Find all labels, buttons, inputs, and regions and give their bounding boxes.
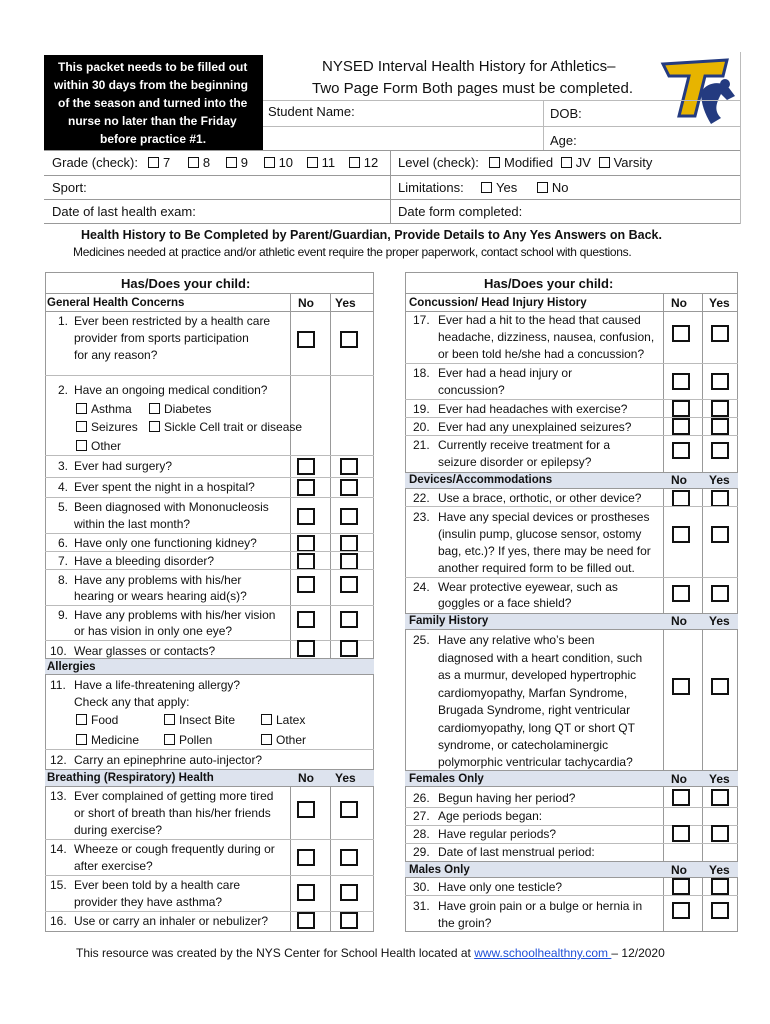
q24-no-checkbox[interactable] — [672, 585, 690, 602]
question-text: Wear glasses or contacts? — [74, 644, 216, 658]
yes-header: Yes — [709, 296, 730, 310]
q10-yes-checkbox[interactable] — [340, 640, 358, 657]
question-text: Have a life-threatening allergy? — [74, 678, 241, 692]
allergy-option: Pollen — [164, 733, 212, 748]
q22-yes-checkbox[interactable] — [711, 490, 729, 507]
question-text: goggles or a face shield? — [438, 596, 572, 610]
q6-yes-checkbox[interactable] — [340, 535, 358, 552]
q31-no-checkbox[interactable] — [672, 902, 690, 919]
question-text: Have regular periods? — [438, 827, 557, 841]
question-text: cardiomyopathy, long QT or short QT — [438, 721, 635, 735]
question-text: Currently receive treatment for a — [438, 438, 611, 452]
q-number: 9. — [58, 608, 69, 622]
q1-yes-checkbox[interactable] — [340, 331, 358, 348]
yes-header: Yes — [335, 771, 356, 785]
question-text: Ever complained of getting more tired — [74, 789, 274, 803]
option-checkbox[interactable] — [261, 734, 272, 745]
q-number: 17. — [413, 313, 430, 327]
q-number: 20. — [413, 420, 430, 434]
footer-link[interactable]: www.schoolhealthny.com — [474, 946, 612, 960]
option-checkbox[interactable] — [164, 714, 175, 725]
grade-checkbox[interactable] — [307, 157, 318, 168]
q9-no-checkbox[interactable] — [297, 611, 315, 628]
limitations-options: Yes No — [481, 180, 568, 195]
school-logo — [651, 54, 741, 132]
q28-no-checkbox[interactable] — [672, 825, 690, 842]
q-number: 29. — [413, 845, 430, 859]
devices-title: Devices/Accommodations — [409, 474, 553, 486]
question-text: Ever had a head injury or — [438, 366, 573, 380]
right-col-header: Has/Does your child: — [484, 276, 614, 291]
option-checkbox[interactable] — [76, 734, 87, 745]
question-text: Brugada Syndrome, right ventricular — [438, 703, 631, 717]
question-text: or been told he/she had a concussion? — [438, 347, 645, 361]
males-title: Males Only — [409, 864, 470, 876]
q20-yes-checkbox[interactable] — [711, 418, 729, 435]
yes-header: Yes — [709, 473, 730, 487]
no-header: No — [298, 296, 314, 310]
grade-options: 7 8 9 10 11 12 — [148, 155, 378, 170]
question-text: Date of last menstrual period: — [438, 845, 595, 859]
q2-option: Diabetes — [149, 402, 211, 417]
last-exam-label: Date of last health exam: — [52, 204, 196, 219]
q-number: 22. — [413, 491, 430, 505]
question-text: Begun having her period? — [438, 791, 576, 805]
question-text: concussion? — [438, 383, 505, 397]
form-subtitle: Two Page Form Both pages must be completed. — [312, 80, 633, 97]
no-header: No — [671, 863, 687, 877]
question-text: Ever had any unexplained seizures? — [438, 420, 632, 434]
question-text: provider from sports participation — [74, 331, 249, 345]
question-text: Have a bleeding disorder? — [74, 554, 215, 568]
question-text: Wheeze or cough frequently during or — [74, 842, 275, 856]
q-number: 28. — [413, 827, 430, 841]
student-name-label: Student Name: — [268, 104, 355, 119]
q14-yes-checkbox[interactable] — [340, 849, 358, 866]
question-text: Been diagnosed with Mononucleosis — [74, 500, 269, 514]
question-text: hearing or wears hearing aid(s)? — [74, 589, 247, 603]
question-text: provider they have asthma? — [74, 895, 223, 909]
q15-yes-checkbox[interactable] — [340, 884, 358, 901]
limitations-no-checkbox[interactable] — [537, 182, 548, 193]
question-text: Have any problems with his/her vision — [74, 608, 276, 622]
question-text: Have any problems with his/her — [74, 573, 242, 587]
grade-checkbox[interactable] — [148, 157, 159, 168]
question-text: Use or carry an inhaler or nebulizer? — [74, 914, 269, 928]
q-number: 24. — [413, 580, 430, 594]
q-number: 18. — [413, 366, 430, 380]
notice-line: nurse no later than the Friday — [68, 114, 237, 128]
question-text: Have only one functioning kidney? — [74, 536, 257, 550]
q-number: 3. — [58, 459, 69, 473]
question-text: polymorphic ventricular tachycardia? — [438, 755, 633, 769]
allergies-title: Allergies — [47, 661, 96, 673]
q-number: 8. — [58, 573, 69, 587]
question-text: Have an ongoing medical condition? — [74, 383, 268, 397]
q23-no-checkbox[interactable] — [672, 526, 690, 543]
question-text: another required form to be filled out. — [438, 561, 635, 575]
question-text: for any reason? — [74, 348, 158, 362]
option-checkbox[interactable] — [76, 714, 87, 725]
q-number: 19. — [413, 402, 430, 416]
q30-no-checkbox[interactable] — [672, 878, 690, 895]
q6-no-checkbox[interactable] — [297, 535, 315, 552]
question-text: after exercise? — [74, 859, 153, 873]
option-checkbox[interactable] — [149, 403, 160, 414]
question-text: within the last month? — [74, 517, 191, 531]
question-text: Wear protective eyewear, such as — [438, 580, 618, 594]
q23-yes-checkbox[interactable] — [711, 526, 729, 543]
question-text: Ever been told by a health care — [74, 878, 241, 892]
no-header: No — [671, 296, 687, 310]
q-number: 10. — [50, 644, 67, 658]
q7-no-checkbox[interactable] — [297, 553, 315, 570]
question-text: or short of breath than his/her friends — [74, 806, 271, 820]
allergy-option: Other — [261, 733, 306, 748]
question-text: Have any special devices or prostheses — [438, 510, 650, 524]
instructions-line2: Medicines needed at practice and/or athletic event require the proper paperwork, contact school with questions. — [73, 245, 632, 259]
limitations-yes-checkbox[interactable] — [481, 182, 492, 193]
q2-option: Seizures — [76, 420, 138, 435]
question-text: syndrome, or catecholaminergic — [438, 738, 609, 752]
q-number: 13. — [50, 789, 67, 803]
yes-header: Yes — [709, 863, 730, 877]
yes-header: Yes — [709, 614, 730, 628]
q19-no-checkbox[interactable] — [672, 400, 690, 417]
question-text: Have any relative who’s been — [438, 633, 595, 647]
q3-no-checkbox[interactable] — [297, 458, 315, 475]
q31-yes-checkbox[interactable] — [711, 902, 729, 919]
q10-no-checkbox[interactable] — [297, 640, 315, 657]
q9-yes-checkbox[interactable] — [340, 611, 358, 628]
age-label: Age: — [550, 133, 577, 148]
q-number: 23. — [413, 510, 430, 524]
question-text: seizure disorder or epilepsy? — [438, 455, 592, 469]
notice-line: of the season and turned into the — [58, 96, 248, 110]
dob-label: DOB: — [550, 106, 582, 121]
sport-label: Sport: — [52, 180, 87, 195]
q-number: 11. — [50, 678, 66, 692]
question-text: during exercise? — [74, 823, 163, 837]
allergy-option: Food — [76, 713, 118, 728]
question-text: (insulin pump, glucose sensor, ostomy — [438, 527, 642, 541]
question-text: Ever had a hit to the head that caused — [438, 313, 641, 327]
general-title: General Health Concerns — [47, 297, 185, 309]
allergy-option: Insect Bite — [164, 713, 235, 728]
q26-yes-checkbox[interactable] — [711, 789, 729, 806]
question-text: Use a brace, orthotic, or other device? — [438, 491, 642, 505]
q16-no-checkbox[interactable] — [297, 912, 315, 929]
option-checkbox[interactable] — [76, 403, 87, 414]
q25-yes-checkbox[interactable] — [711, 678, 729, 695]
q20-no-checkbox[interactable] — [672, 418, 690, 435]
level-options: Modified JV Varsity — [489, 155, 652, 170]
q24-yes-checkbox[interactable] — [711, 585, 729, 602]
q-number: 5. — [58, 500, 69, 514]
q13-yes-checkbox[interactable] — [340, 801, 358, 818]
no-header: No — [671, 614, 687, 628]
q17-yes-checkbox[interactable] — [711, 325, 729, 342]
grade-checkbox[interactable] — [226, 157, 237, 168]
question-text: Ever had headaches with exercise? — [438, 402, 628, 416]
q16-yes-checkbox[interactable] — [340, 912, 358, 929]
level-label: Level (check): — [398, 155, 479, 170]
q17-no-checkbox[interactable] — [672, 325, 690, 342]
q7-yes-checkbox[interactable] — [340, 553, 358, 570]
q2-option: Other — [76, 439, 121, 454]
notice-line: This packet needs to be filled out — [58, 60, 248, 74]
q-number: 7. — [58, 554, 69, 568]
q3-yes-checkbox[interactable] — [340, 458, 358, 475]
q4-no-checkbox[interactable] — [297, 479, 315, 496]
option-checkbox[interactable] — [149, 421, 160, 432]
q8-yes-checkbox[interactable] — [340, 576, 358, 593]
q-number: 4. — [58, 480, 69, 494]
question-text: Check any that apply: — [74, 695, 190, 709]
q18-no-checkbox[interactable] — [672, 373, 690, 390]
left-col-header: Has/Does your child: — [121, 276, 251, 291]
q14-no-checkbox[interactable] — [297, 849, 315, 866]
q-number: 21. — [413, 438, 430, 452]
grade-label: Grade (check): — [52, 155, 138, 170]
question-text: diagnosed with a heart condition, such — [438, 651, 643, 665]
question-text: Have groin pain or a bulge or hernia in — [438, 899, 643, 913]
level-checkbox[interactable] — [561, 157, 572, 168]
grade-checkbox[interactable] — [188, 157, 199, 168]
q22-no-checkbox[interactable] — [672, 490, 690, 507]
q5-yes-checkbox[interactable] — [340, 508, 358, 525]
question-text: Age periods began: — [438, 809, 543, 823]
q13-no-checkbox[interactable] — [297, 801, 315, 818]
q-number: 26. — [413, 791, 430, 805]
allergy-option: Medicine — [76, 733, 139, 748]
q-number: 27. — [413, 809, 430, 823]
question-text: Carry an epinephrine auto-injector? — [74, 753, 263, 767]
question-text: Ever spent the night in a hospital? — [74, 480, 255, 494]
no-header: No — [298, 771, 314, 785]
q-number: 31. — [413, 899, 430, 913]
q18-yes-checkbox[interactable] — [711, 373, 729, 390]
q2-option: Sickle Cell trait or disease — [149, 420, 302, 435]
option-checkbox[interactable] — [261, 714, 272, 725]
no-header: No — [671, 473, 687, 487]
q-number: 1. — [58, 314, 69, 328]
question-text: as a murmur, developed hypertrophic — [438, 668, 637, 682]
option-checkbox[interactable] — [76, 440, 87, 451]
question-text: or has vision in only one eye? — [74, 624, 233, 638]
no-header: No — [671, 772, 687, 786]
q-number: 2. — [58, 383, 69, 397]
grade-checkbox[interactable] — [264, 157, 275, 168]
date-completed-label: Date form completed: — [398, 204, 523, 219]
females-title: Females Only — [409, 773, 484, 785]
question-text: cardiomyopathy, Marfan Syndrome, — [438, 686, 628, 700]
q21-no-checkbox[interactable] — [672, 442, 690, 459]
instructions-line1: Health History to Be Completed by Parent/Guardian, Provide Details to Any Yes Answers on Back. — [81, 228, 662, 242]
level-checkbox[interactable] — [599, 157, 610, 168]
q-number: 15. — [50, 878, 67, 892]
q26-no-checkbox[interactable] — [672, 789, 690, 806]
notice-box — [44, 55, 263, 150]
concussion-title: Concussion/ Head Injury History — [409, 297, 587, 309]
q-number: 14. — [50, 842, 67, 856]
question-text: Have only one testicle? — [438, 880, 563, 894]
question-text: bag, etc.)? If yes, there may be need for — [438, 544, 651, 558]
q-number: 25. — [413, 633, 430, 647]
q8-no-checkbox[interactable] — [297, 576, 315, 593]
allergy-option: Latex — [261, 713, 305, 728]
notice-line: within 30 days from the beginning — [54, 78, 249, 92]
breathing-title: Breathing (Respiratory) Health — [47, 772, 214, 784]
q21-yes-checkbox[interactable] — [711, 442, 729, 459]
q5-no-checkbox[interactable] — [297, 508, 315, 525]
q30-yes-checkbox[interactable] — [711, 878, 729, 895]
question-text: Ever had surgery? — [74, 459, 173, 473]
q25-no-checkbox[interactable] — [672, 678, 690, 695]
q19-yes-checkbox[interactable] — [711, 400, 729, 417]
q-number: 6. — [58, 536, 69, 550]
question-text: Ever been restricted by a health care — [74, 314, 271, 328]
family-title: Family History — [409, 615, 489, 627]
q4-yes-checkbox[interactable] — [340, 479, 358, 496]
yes-header: Yes — [709, 772, 730, 786]
q1-no-checkbox[interactable] — [297, 331, 315, 348]
level-checkbox[interactable] — [489, 157, 500, 168]
option-checkbox[interactable] — [76, 421, 87, 432]
yes-header: Yes — [335, 296, 356, 310]
grade-checkbox[interactable] — [349, 157, 360, 168]
limitations-label: Limitations: — [398, 180, 464, 195]
q2-option: Asthma — [76, 402, 132, 417]
q-number: 12. — [50, 753, 67, 767]
option-checkbox[interactable] — [164, 734, 175, 745]
question-text: the groin? — [438, 916, 492, 930]
question-text: headache, dizziness, nausea, confusion, — [438, 330, 655, 344]
q-number: 16. — [50, 914, 67, 928]
notice-line: before practice #1. — [100, 132, 207, 146]
footer: This resource was created by the NYS Center for School Health located at www.schoolhealthny.com – 12/2020 — [76, 946, 665, 960]
form-title: NYSED Interval Health History for Athletics– — [322, 58, 616, 75]
q-number: 30. — [413, 880, 430, 894]
q15-no-checkbox[interactable] — [297, 884, 315, 901]
q28-yes-checkbox[interactable] — [711, 825, 729, 842]
